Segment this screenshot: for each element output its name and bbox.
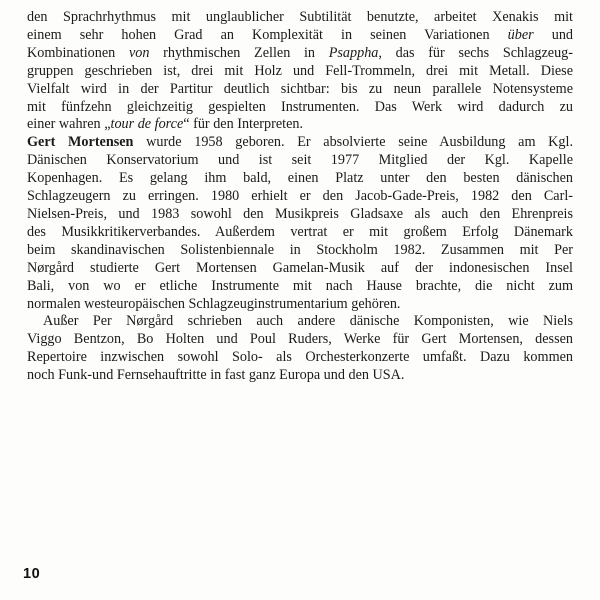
text-line <box>27 99 573 117</box>
text-line <box>27 45 573 63</box>
text-line <box>27 296 573 314</box>
italic-text: Psappha <box>328 44 379 61</box>
text-segment: Schlagzeugern zu erringen. 1980 erhielt er den Jacob-Gade-Preis, 1982 den Carl- <box>27 188 573 205</box>
text-line <box>27 170 573 188</box>
text-segment: einem sehr hohen Grad an Komplexität in seinen Variationen <box>27 26 508 43</box>
text-segment: beim skandinavischen Solistenbiennale in Stockholm 1982. Zusammen mit Per <box>27 241 573 258</box>
text-line <box>27 152 573 170</box>
text-segment: noch Funk-und Fernsehauftritte in fast ganz Europa und den USA. <box>27 367 405 384</box>
text-segment: Nørgård studierte Gert Mortensen Gamelan-Musik auf der indonesischen Insel <box>27 259 573 276</box>
text-line <box>27 331 573 349</box>
text-segment: normalen westeuropäischen Schlagzeuginstrumentarium gehören. <box>27 295 401 312</box>
text-segment: Außer Per Nørgård schrieben auch andere dänische Komponisten, wie Niels <box>43 313 573 330</box>
text-line <box>27 349 573 367</box>
text-line <box>27 313 573 331</box>
text-segment: Nielsen-Preis, und 1983 sowohl den Musikpreis Gladsaxe als auch den Ehrenpreis <box>27 205 573 222</box>
text-line <box>27 188 573 206</box>
text-segment: wurde 1958 geboren. Er absolvierte seine Ausbildung am Kgl. <box>133 134 573 151</box>
text-line <box>27 224 573 242</box>
text-segment: rhythmischen Zellen in <box>149 44 329 61</box>
paragraph <box>27 313 573 385</box>
text-line <box>27 367 573 385</box>
text-line <box>27 206 573 224</box>
text-segment: Bali, von wo er etliche Instrumente mit nach Hause brachte, die nicht zum <box>27 277 573 294</box>
text-segment: , das für sechs Schlagzeug- <box>378 44 573 61</box>
text-line <box>27 134 573 152</box>
paragraph <box>27 9 573 134</box>
text-segment: mit fünfzehn gleichzeitig gespielten Instrumenten. Das Werk wird dadurch zu <box>27 98 573 115</box>
italic-text: tour de force <box>110 116 184 133</box>
text-line <box>27 242 573 260</box>
text-segment: und <box>533 26 573 43</box>
text-segment: einer wahren „ <box>27 116 111 133</box>
text-line <box>27 278 573 296</box>
text-segment: Vielfalt wird in der Partitur deutlich sichtbar: bis zu neun parallele Notensysteme <box>27 80 573 97</box>
text-line <box>27 63 573 81</box>
paragraph <box>27 134 573 313</box>
text-segment: “ für den Interpreten. <box>183 116 304 133</box>
text-segment: Kopenhagen. Es gelang ihm bald, einen Platz unter den besten dänischen <box>27 170 573 187</box>
text-segment: des Musikkritikerverbandes. Außerdem vertrat er mit großem Erfolg Dänemark <box>27 223 573 240</box>
italic-text: von <box>128 44 150 61</box>
text-line <box>27 116 573 134</box>
text-segment: den Sprachrhythmus mit unglaublicher Subtilität benutzte, arbeitet Xenakis mit <box>27 9 573 25</box>
text-segment: gruppen geschrieben ist, drei mit Holz und Fell-Trommeln, drei mit Metall. Diese <box>27 62 573 79</box>
text-segment: Dänischen Konservatorium und ist seit 1977 Mitglied der Kgl. Kapelle <box>27 152 573 169</box>
bold-text: Gert Mortensen <box>27 134 134 151</box>
italic-text: über <box>507 26 534 43</box>
page-number: 10 <box>23 566 41 582</box>
text-line <box>27 27 573 45</box>
text-line <box>27 81 573 99</box>
text-segment: Viggo Bentzon, Bo Holten und Poul Ruders, Werke für Gert Mortensen, dessen <box>27 331 573 348</box>
text-segment: Kombinationen <box>27 44 129 61</box>
text-line <box>27 260 573 278</box>
body-text <box>27 9 573 385</box>
text-segment: Repertoire inzwischen sowohl Solo- als Orchesterkonzerte umfaßt. Dazu kommen <box>27 349 573 366</box>
text-line <box>27 9 573 27</box>
